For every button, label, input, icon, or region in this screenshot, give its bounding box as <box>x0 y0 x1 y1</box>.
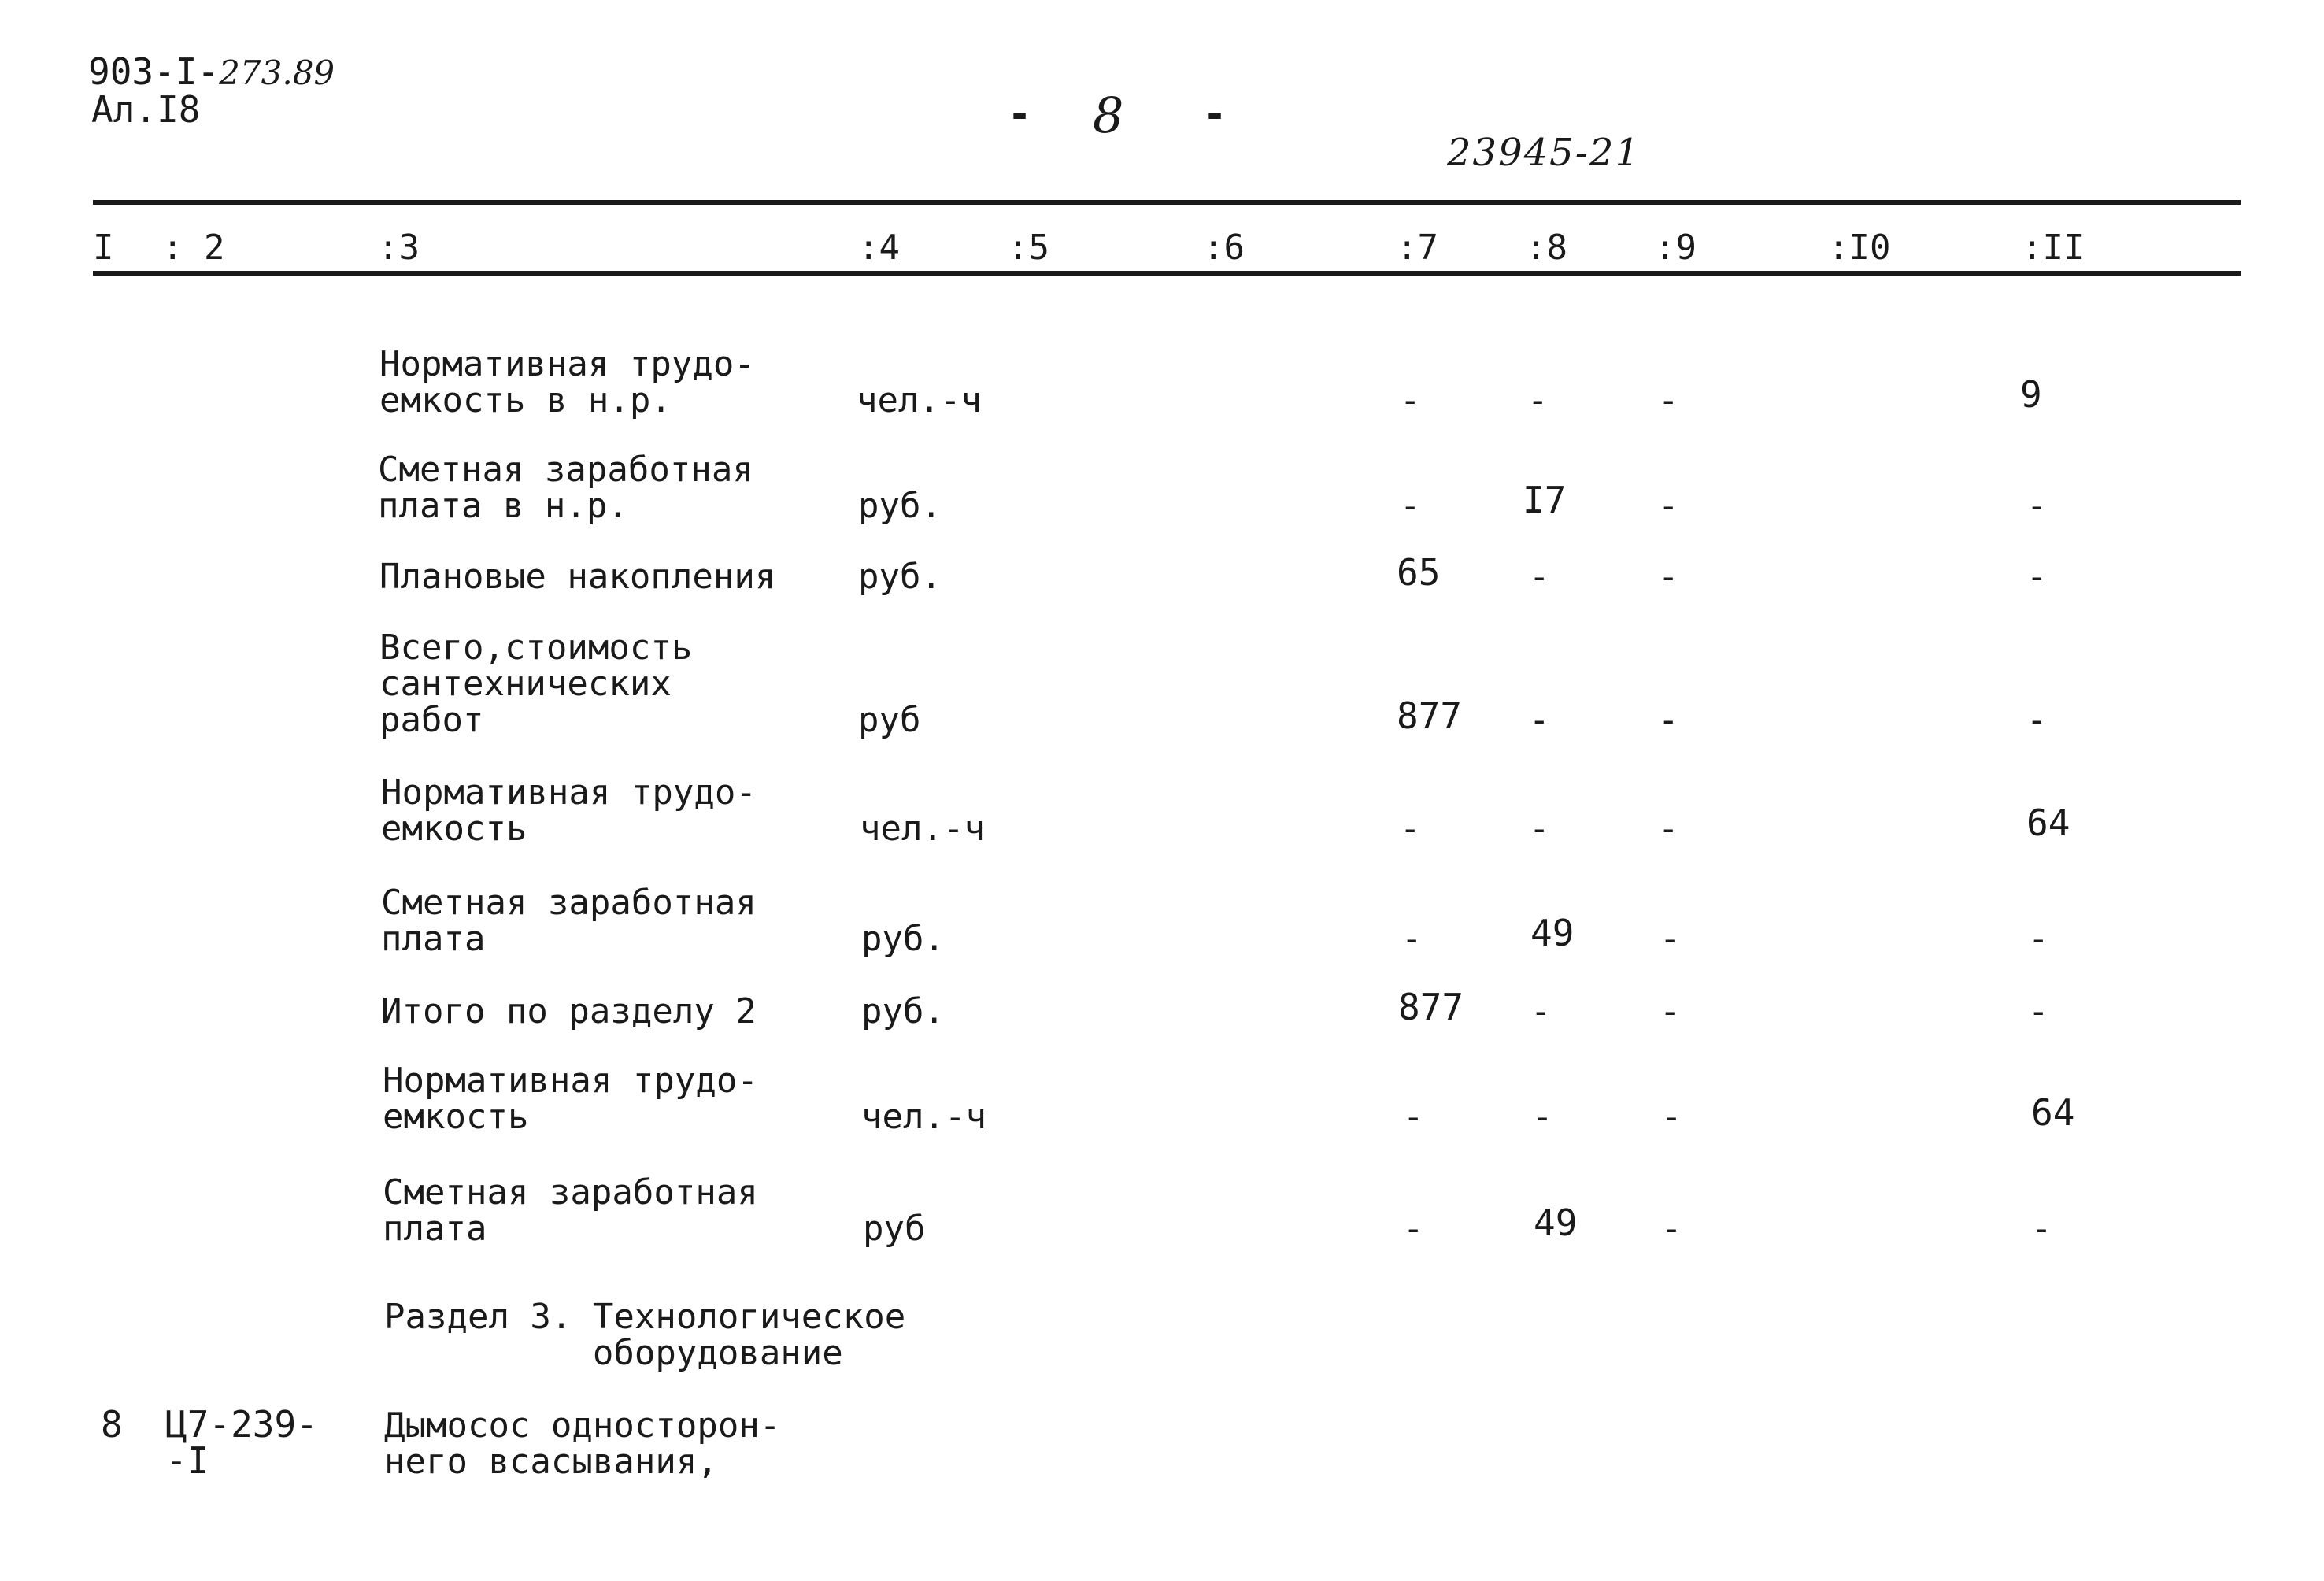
row-col9: - <box>1661 1097 1682 1137</box>
row-unit: руб. <box>861 991 945 1031</box>
row-label: Нормативная трудо- емкость <box>383 1061 758 1137</box>
row-unit: чел.-ч <box>861 1097 986 1137</box>
row-col7: - <box>1400 380 1421 420</box>
row-col8: 49 <box>1530 912 1575 954</box>
row-label: Всего,стоимость сантехнических работ <box>379 628 693 740</box>
row-unit: чел.-ч <box>860 809 985 849</box>
row-label: Итого по разделу 2 <box>381 991 757 1031</box>
row-col11: - <box>2026 700 2048 740</box>
row-col11: 64 <box>2026 802 2071 844</box>
row-col8: - <box>1529 557 1550 597</box>
row-unit: чел.-ч <box>857 380 982 420</box>
row-unit: руб <box>863 1209 926 1249</box>
row-col8: 49 <box>1534 1201 1578 1244</box>
row-col7: - <box>1403 1097 1424 1137</box>
row-col8: - <box>1529 700 1550 740</box>
item-description: Дымосос односторон- него всасывания, <box>384 1405 781 1482</box>
row-col11: 64 <box>2031 1091 2075 1134</box>
doc-code <box>88 50 335 93</box>
header-bottom-rule <box>93 271 2241 276</box>
row-label: Сметная заработная плата в н.р. <box>378 450 753 526</box>
row-col9: - <box>1658 486 1679 526</box>
row-unit: руб. <box>861 919 945 959</box>
doc-code-printed: 903-I- <box>88 50 220 93</box>
row-unit: руб. <box>858 486 942 526</box>
row-col9: - <box>1658 380 1679 420</box>
row-unit: руб <box>858 700 921 740</box>
row-label: Нормативная трудо- емкость <box>381 772 757 849</box>
col-header-5: :5 <box>1008 228 1049 268</box>
item-code: Ц7-239- -I <box>165 1403 318 1482</box>
col-header-7: :7 <box>1397 228 1438 268</box>
row-col11: - <box>2026 557 2048 597</box>
row-label: Сметная заработная плата <box>381 883 757 959</box>
col-header-8: :8 <box>1526 228 1567 268</box>
col-header-10: :I0 <box>1828 228 1891 268</box>
row-col9: - <box>1661 1209 1682 1249</box>
page-dash-right: - <box>1203 91 1227 137</box>
row-col11: - <box>2028 919 2049 959</box>
col-header-11: :II <box>2022 228 2085 268</box>
col-header-9: :9 <box>1655 228 1697 268</box>
col-header-6: :6 <box>1203 228 1245 268</box>
row-col8: - <box>1529 809 1550 849</box>
row-col11: - <box>2026 486 2048 526</box>
row-col8: - <box>1527 380 1549 420</box>
col-header-2: : 2 <box>162 228 225 268</box>
col-header-3: :3 <box>378 228 420 268</box>
row-col7: 65 <box>1397 551 1441 594</box>
item-number: 8 <box>101 1403 123 1446</box>
row-col9: - <box>1658 700 1679 740</box>
row-col8: - <box>1530 991 1552 1031</box>
row-col9: - <box>1658 809 1679 849</box>
row-col7: 877 <box>1398 986 1464 1028</box>
row-label: Плановые накопления <box>379 557 776 597</box>
row-label: Нормативная трудо- емкость в н.р. <box>379 344 755 420</box>
reference-number: 23945-21 <box>1447 131 1641 175</box>
section-3-title: Раздел 3. Технологическое оборудование <box>384 1297 906 1373</box>
row-col9: - <box>1658 557 1679 597</box>
row-col8: I7 <box>1523 479 1567 521</box>
doc-code-handwritten: 273.89 <box>219 54 335 92</box>
col-header-4: :4 <box>858 228 900 268</box>
col-header-1: I <box>93 228 114 268</box>
row-col7: 877 <box>1397 694 1463 737</box>
row-col11: 9 <box>2020 373 2042 416</box>
row-col9: - <box>1660 991 1681 1031</box>
row-unit: руб. <box>858 557 942 597</box>
row-col7: - <box>1400 809 1421 849</box>
row-col11: - <box>2028 991 2049 1031</box>
row-col11: - <box>2031 1209 2052 1249</box>
page-number: 8 <box>1093 87 1124 144</box>
row-col9: - <box>1660 919 1681 959</box>
header-top-rule <box>93 200 2241 205</box>
row-col7: - <box>1401 919 1423 959</box>
row-col7: - <box>1403 1209 1424 1249</box>
row-label: Сметная заработная плата <box>383 1172 758 1249</box>
sheet-number: Ал.I8 <box>91 88 201 131</box>
page-dash-left: - <box>1008 91 1032 137</box>
row-col7: - <box>1400 486 1421 526</box>
row-col8: - <box>1532 1097 1553 1137</box>
